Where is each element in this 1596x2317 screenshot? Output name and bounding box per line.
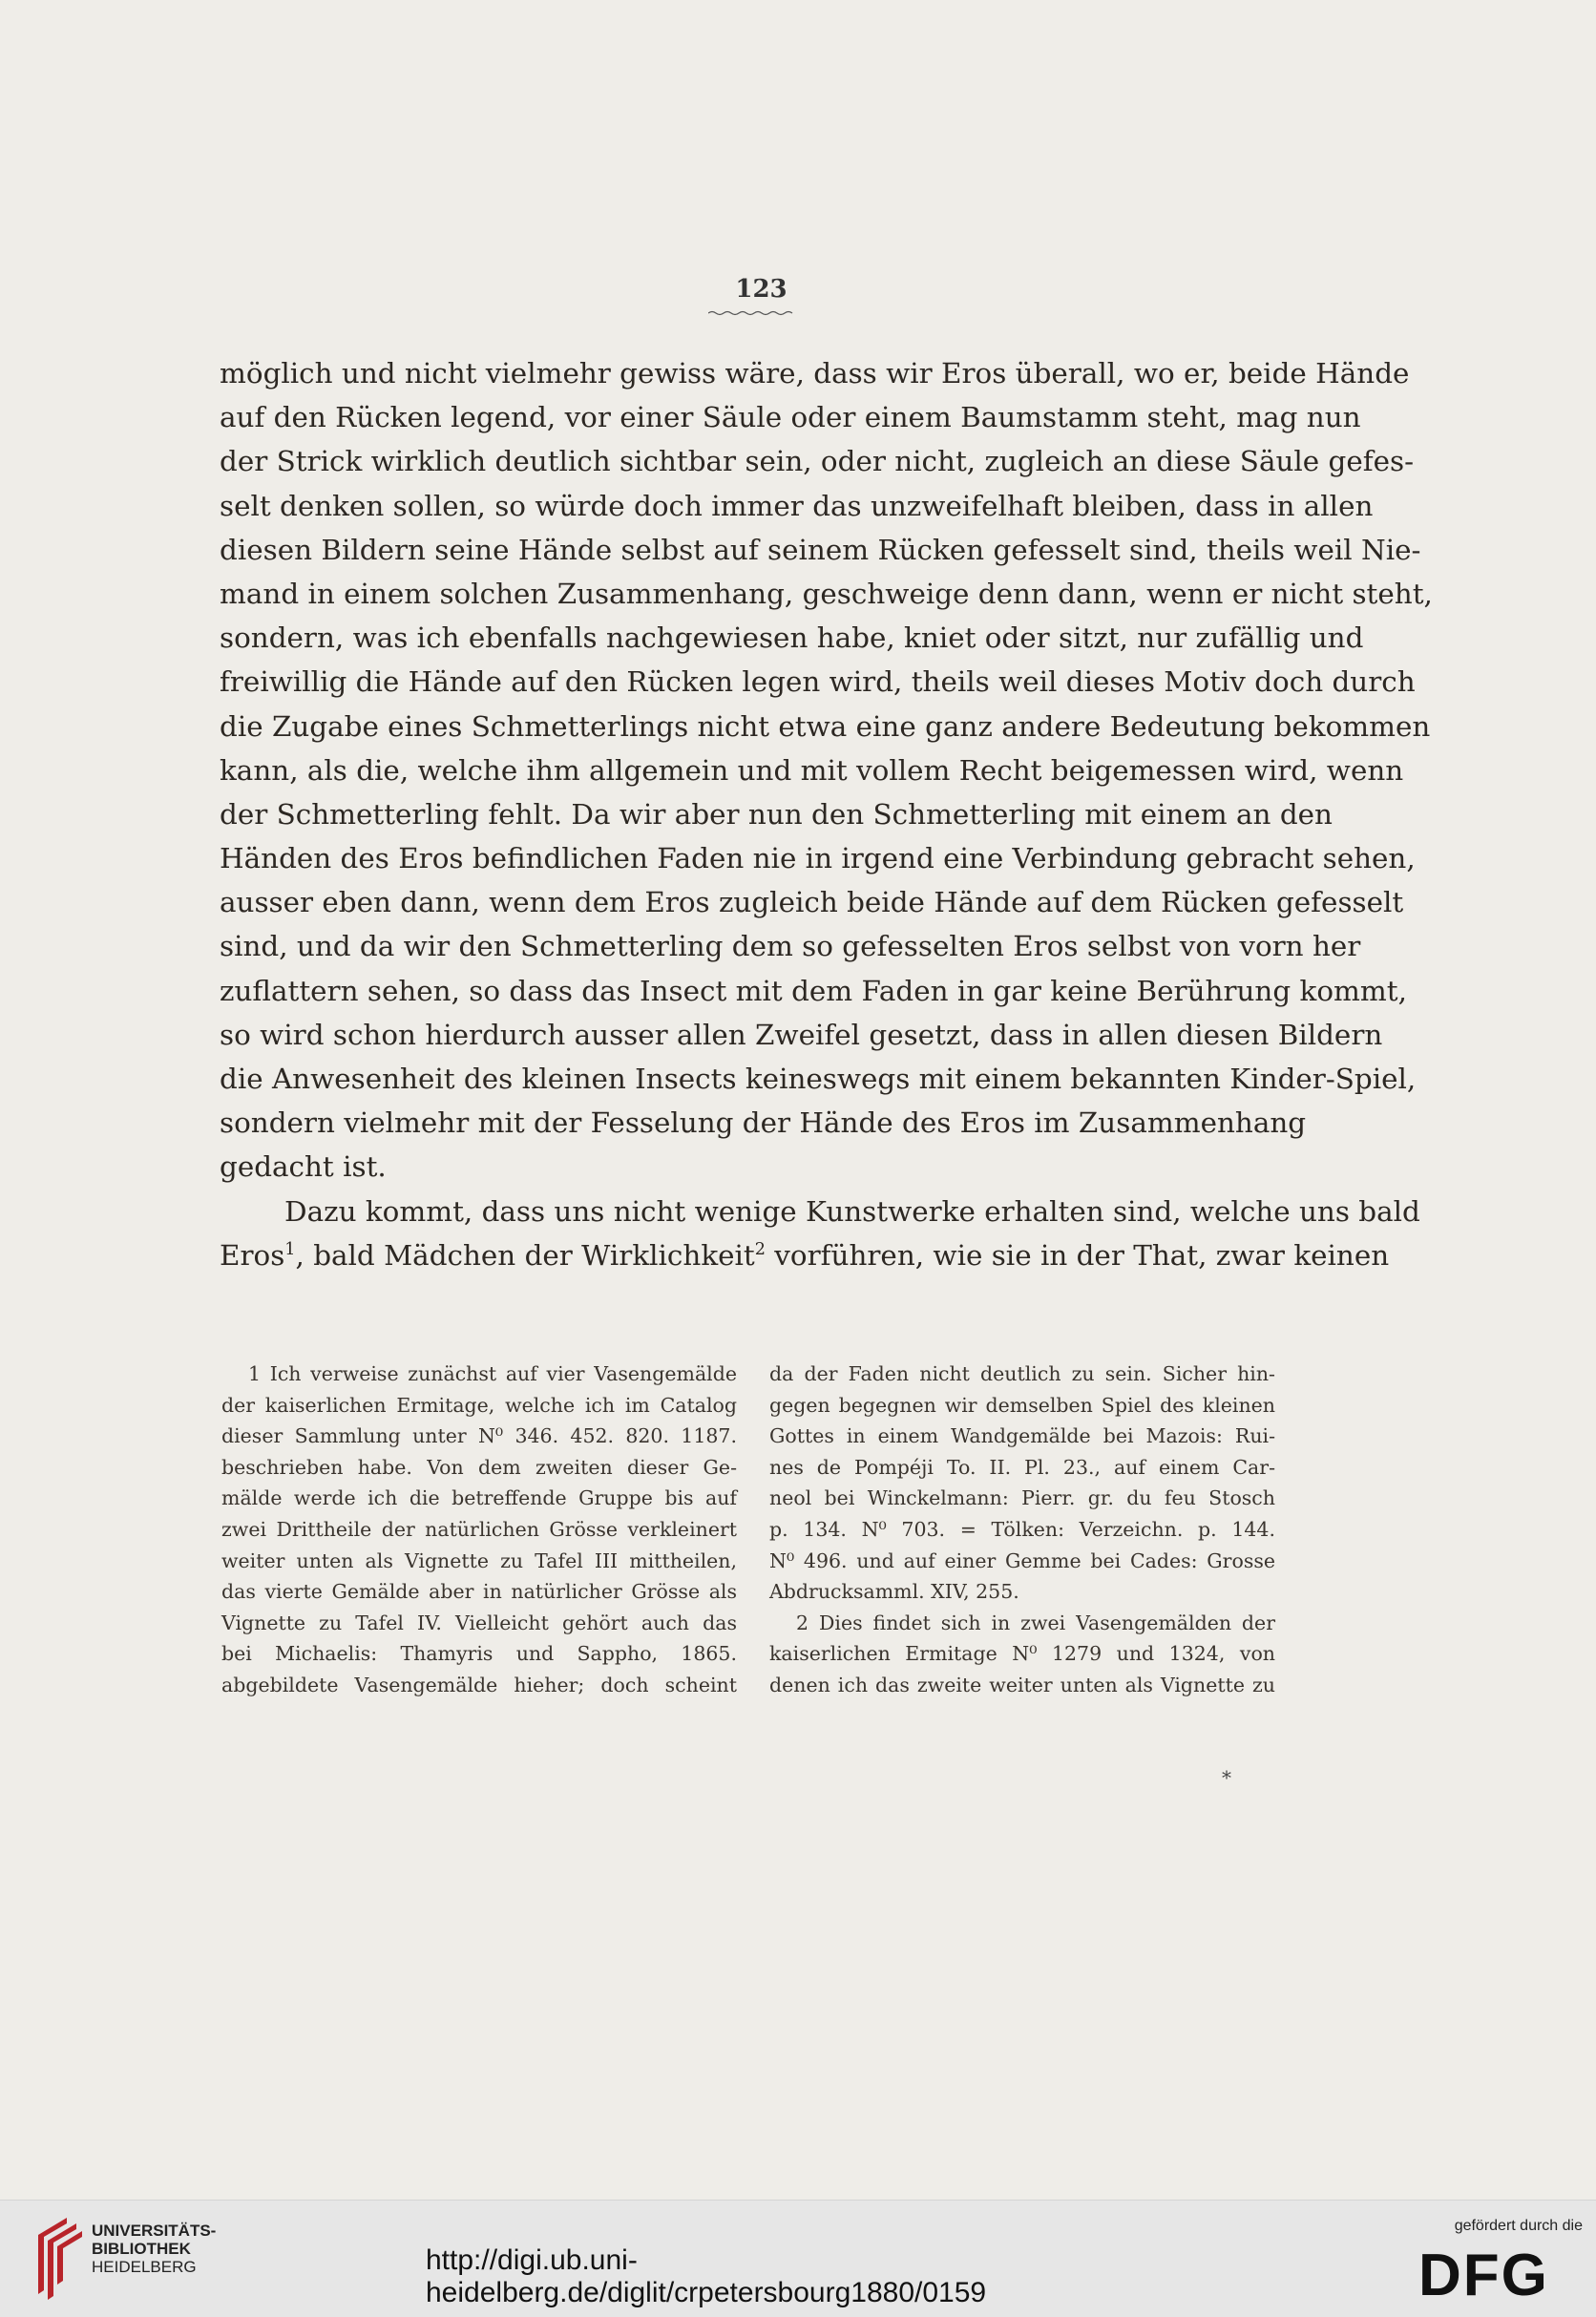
footnote-line: Gottes in einem Wandgemälde bei Mazois: Rui- — [769, 1424, 1275, 1448]
footnote-line: gegen begegnen wir demselben Spiel des kleinen — [769, 1393, 1275, 1417]
text-line: so wird schon hierdurch ausser allen Zweifel gesetzt, dass in allen diesen Bildern — [220, 1018, 1383, 1051]
text-line: Dazu kommt, dass uns nicht wenige Kunstwerke erhalten sind, welche uns bald — [284, 1194, 1420, 1228]
footnote-line: denen ich das zweite weiter unten als Vignette zu — [769, 1673, 1275, 1696]
text-line: kann, als die, welche ihm allgemein und mit vollem Recht beigemessen wird, wenn — [220, 753, 1404, 787]
footnote-line: dieser Sammlung unter N⁰ 346. 452. 820. 1187. — [221, 1424, 737, 1448]
footnote-line: Vignette zu Tafel IV. Vielleicht gehört auch das — [221, 1611, 737, 1634]
footnote-line: N⁰ 496. und auf einer Gemme bei Cades: Grosse — [769, 1548, 1275, 1572]
page-number-ornament — [708, 310, 794, 316]
footnote-line: nes de Pompéji To. II. Pl. 23., auf einem Car- — [769, 1455, 1275, 1479]
text-fragment: Eros — [220, 1238, 285, 1272]
text-line: zuflattern sehen, so dass das Insect mit dem Faden in gar keine Berührung kommt, — [220, 974, 1407, 1007]
footnote-line: p. 134. N⁰ 703. = Tölken: Verzeichn. p. 144. — [769, 1517, 1275, 1541]
library-name-line: HEIDELBERG — [92, 2258, 197, 2276]
footnote-line: 1 Ich verweise zunächst auf vier Vasengemälde — [248, 1362, 737, 1385]
text-line: der Strick wirklich deutlich sichtbar sein, oder nicht, zugleich an diese Säule gefes- — [220, 445, 1415, 478]
permalink-url[interactable]: http://digi.ub.uni-heidelberg.de/diglit/crpetersbourg1880/0159 — [426, 2244, 987, 2308]
funding-caption: gefördert durch die — [1454, 2218, 1583, 2234]
footnote-line: zwei Drittheile der natürlichen Grösse verkleinert — [221, 1517, 737, 1541]
footnote-line: neol bei Winckelmann: Pierr. gr. du feu Stosch — [769, 1486, 1275, 1510]
text-line: ausser eben dann, wenn dem Eros zugleich beide Hände auf dem Rücken gefesselt — [220, 886, 1404, 919]
library-name-line: UNIVERSITÄTS- — [92, 2222, 217, 2240]
footnote-line: da der Faden nicht deutlich zu sein. Sicher hin- — [769, 1362, 1275, 1385]
footnote-line: der kaiserlichen Ermitage, welche ich im Catalog — [221, 1393, 737, 1417]
footnote-line: weiter unten als Vignette zu Tafel III mittheilen, — [221, 1548, 737, 1572]
footnote-ref-1: 1 — [284, 1239, 296, 1259]
text-line: sondern, was ich ebenfalls nachgewiesen habe, kniet oder sitzt, nur zufällig und — [220, 621, 1364, 655]
footnote-line: abgebildete Vasengemälde hieher; doch scheint — [221, 1673, 737, 1696]
footer-bar — [0, 2200, 1596, 2317]
footnote-ref-2: 2 — [754, 1239, 766, 1259]
footnote-line: Abdrucksamml. XIV, 255. — [769, 1580, 1019, 1604]
text-line: die Zugabe eines Schmetterlings nicht etwa eine ganz andere Bedeutung bekommen — [220, 709, 1431, 743]
footnote-line: 2 Dies findet sich in zwei Vasengemälden der — [796, 1611, 1275, 1634]
footnote-line: beschrieben habe. Von dem zweiten dieser Ge- — [221, 1455, 737, 1479]
library-name-line: BIBLIOTHEK — [92, 2240, 191, 2258]
university-library-logo-icon[interactable] — [32, 2214, 86, 2302]
text-line-with-footnote-refs — [220, 1233, 1390, 1277]
text-fragment: , bald Mädchen der Wirklichkeit — [295, 1238, 755, 1272]
text-line: Händen des Eros befindlichen Faden nie in irgend eine Verbindung gebracht sehen, — [220, 842, 1416, 875]
body-text — [220, 351, 1433, 1277]
text-fragment: vorführen, wie sie in der That, zwar keinen — [765, 1238, 1390, 1272]
text-line: möglich und nicht vielmehr gewiss wäre, dass wir Eros überall, wo er, beide Hände — [220, 357, 1410, 390]
text-line: sind, und da wir den Schmetterling dem so gefesselten Eros selbst von vorn her — [220, 930, 1361, 963]
text-line: selt denken sollen, so würde doch immer das unzweifelhaft bleiben, dass in allen — [220, 489, 1374, 522]
footnote-line: bei Michaelis: Thamyris und Sappho, 1865. — [221, 1642, 737, 1666]
text-line: gedacht ist. — [220, 1150, 387, 1184]
text-line: freiwillig die Hände auf den Rücken legen wird, theils weil dieses Motiv doch durch — [220, 665, 1416, 699]
footnote-line: mälde werde ich die betreffende Gruppe bis auf — [221, 1486, 737, 1510]
footnote-line: das vierte Gemälde aber in natürlicher Grösse als — [221, 1580, 737, 1604]
text-line: sondern vielmehr mit der Fesselung der Hände des Eros im Zusammenhang — [220, 1106, 1307, 1140]
signature-mark: * — [1222, 1766, 1231, 1789]
text-line: auf den Rücken legend, vor einer Säule oder einem Baumstamm steht, mag nun — [220, 401, 1361, 434]
footnotes-left-column — [221, 1359, 737, 1701]
text-line: mand in einem solchen Zusammenhang, geschweige denn dann, wenn er nicht steht, — [220, 577, 1433, 610]
footnotes-right-column — [769, 1359, 1275, 1701]
text-line: diesen Bildern seine Hände selbst auf seinem Rücken gefesselt sind, theils weil Nie- — [220, 533, 1421, 566]
footnote-line: kaiserlichen Ermitage N⁰ 1279 und 1324, von — [769, 1642, 1275, 1666]
page-number: 123 — [735, 275, 788, 304]
text-line: der Schmetterling fehlt. Da wir aber nun den Schmetterling mit einem an den — [220, 797, 1333, 831]
library-name[interactable] — [92, 2222, 216, 2276]
dfg-logo[interactable]: DFG — [1418, 2243, 1549, 2308]
text-line: die Anwesenheit des kleinen Insects keineswegs mit einem bekannten Kinder-Spiel, — [220, 1063, 1417, 1095]
